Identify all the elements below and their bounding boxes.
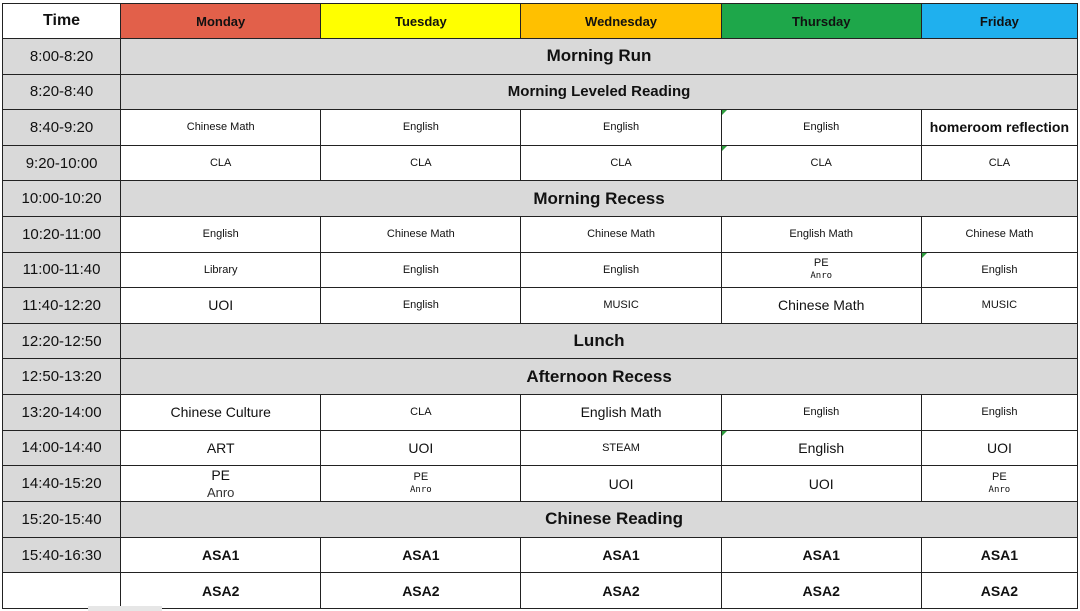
teacher-name: Anro — [206, 485, 235, 501]
class-cell: UOI — [521, 466, 721, 502]
time-slot: 11:00-11:40 — [3, 252, 121, 288]
header-row — [3, 4, 1078, 39]
class-cell: ASA1 — [721, 537, 921, 573]
span-activity: Lunch — [121, 323, 1078, 359]
time-slot: 8:20-8:40 — [3, 74, 121, 110]
class-cell: English — [721, 394, 921, 430]
class-cell: English — [721, 110, 921, 146]
class-cell — [321, 466, 521, 502]
class-cell: CLA — [121, 145, 321, 181]
class-cell: Chinese Math — [121, 110, 321, 146]
teacher-name: Anro — [988, 485, 1011, 496]
class-cell: English — [321, 288, 521, 324]
time-slot — [3, 573, 121, 609]
class-cell: UOI — [121, 288, 321, 324]
class-cell: UOI — [921, 430, 1077, 466]
class-cell: ASA1 — [121, 537, 321, 573]
class-cell: CLA — [321, 145, 521, 181]
table-row — [3, 74, 1078, 110]
class-cell: ART — [121, 430, 321, 466]
span-activity: Chinese Reading — [121, 502, 1078, 538]
class-cell: ASA1 — [521, 537, 721, 573]
table-row — [3, 145, 1078, 181]
class-cell: MUSIC — [521, 288, 721, 324]
span-activity: Morning Recess — [121, 181, 1078, 217]
table-row — [3, 252, 1078, 288]
time-slot: 9:20-10:00 — [3, 145, 121, 181]
time-slot: 8:00-8:20 — [3, 39, 121, 75]
day-header-thursday: Thursday — [721, 4, 921, 39]
table-row — [3, 216, 1078, 252]
class-cell: UOI — [321, 430, 521, 466]
class-cell: Chinese Culture — [121, 394, 321, 430]
class-name: PE — [413, 471, 429, 484]
class-cell: Chinese Math — [721, 288, 921, 324]
class-cell: English — [121, 216, 321, 252]
class-cell: ASA2 — [321, 573, 521, 609]
class-cell: UOI — [721, 466, 921, 502]
span-activity: Morning Leveled Reading — [121, 74, 1078, 110]
class-cell: ASA2 — [921, 573, 1077, 609]
class-cell: Library — [121, 252, 321, 288]
class-cell: ASA1 — [921, 537, 1077, 573]
table-row — [3, 502, 1078, 538]
time-slot: 12:20-12:50 — [3, 323, 121, 359]
class-cell: English Math — [721, 216, 921, 252]
class-cell: ASA2 — [721, 573, 921, 609]
time-slot: 10:00-10:20 — [3, 181, 121, 217]
class-cell: English — [921, 252, 1077, 288]
class-cell: English — [721, 430, 921, 466]
day-header-monday: Monday — [121, 4, 321, 39]
teacher-name: Anro — [410, 485, 432, 496]
class-cell: STEAM — [521, 430, 721, 466]
teacher-name: Anro — [810, 271, 833, 282]
time-slot: 11:40-12:20 — [3, 288, 121, 324]
day-header-tuesday: Tuesday — [321, 4, 521, 39]
span-activity: Morning Run — [121, 39, 1078, 75]
class-cell: CLA — [521, 145, 721, 181]
table-row — [3, 39, 1078, 75]
time-slot: 15:40-16:30 — [3, 537, 121, 573]
class-cell: CLA — [321, 394, 521, 430]
class-cell: Chinese Math — [521, 216, 721, 252]
table-row — [3, 394, 1078, 430]
horizontal-scrollbar[interactable] — [88, 606, 162, 611]
table-row — [3, 466, 1078, 502]
table-row — [3, 430, 1078, 466]
class-cell: CLA — [721, 145, 921, 181]
table-row — [3, 573, 1078, 609]
class-cell: ASA2 — [521, 573, 721, 609]
day-header-wednesday: Wednesday — [521, 4, 721, 39]
class-name: PE — [813, 257, 829, 270]
class-cell: English Math — [521, 394, 721, 430]
time-slot: 14:40-15:20 — [3, 466, 121, 502]
class-cell: English — [321, 110, 521, 146]
time-slot: 13:20-14:00 — [3, 394, 121, 430]
class-cell: English — [521, 110, 721, 146]
class-cell: MUSIC — [921, 288, 1077, 324]
day-header-friday: Friday — [921, 4, 1077, 39]
class-name: PE — [211, 467, 231, 484]
class-cell: CLA — [921, 145, 1077, 181]
class-cell: homeroom reflection — [921, 110, 1077, 146]
class-cell: English — [321, 252, 521, 288]
table-row — [3, 288, 1078, 324]
table-row — [3, 537, 1078, 573]
class-cell: Chinese Math — [321, 216, 521, 252]
time-slot: 12:50-13:20 — [3, 359, 121, 395]
class-cell: Chinese Math — [921, 216, 1077, 252]
class-cell: ASA2 — [121, 573, 321, 609]
time-slot: 8:40-9:20 — [3, 110, 121, 146]
timetable — [2, 3, 1078, 609]
class-cell — [121, 466, 321, 502]
span-activity: Afternoon Recess — [121, 359, 1078, 395]
table-row — [3, 110, 1078, 146]
table-row — [3, 323, 1078, 359]
time-slot: 14:00-14:40 — [3, 430, 121, 466]
class-cell: English — [921, 394, 1077, 430]
class-cell: ASA1 — [321, 537, 521, 573]
time-header: Time — [3, 4, 121, 39]
time-slot: 10:20-11:00 — [3, 216, 121, 252]
class-cell — [921, 466, 1077, 502]
table-row — [3, 359, 1078, 395]
class-cell — [721, 252, 921, 288]
class-name: PE — [992, 471, 1007, 484]
time-slot: 15:20-15:40 — [3, 502, 121, 538]
table-row — [3, 181, 1078, 217]
class-cell: English — [521, 252, 721, 288]
